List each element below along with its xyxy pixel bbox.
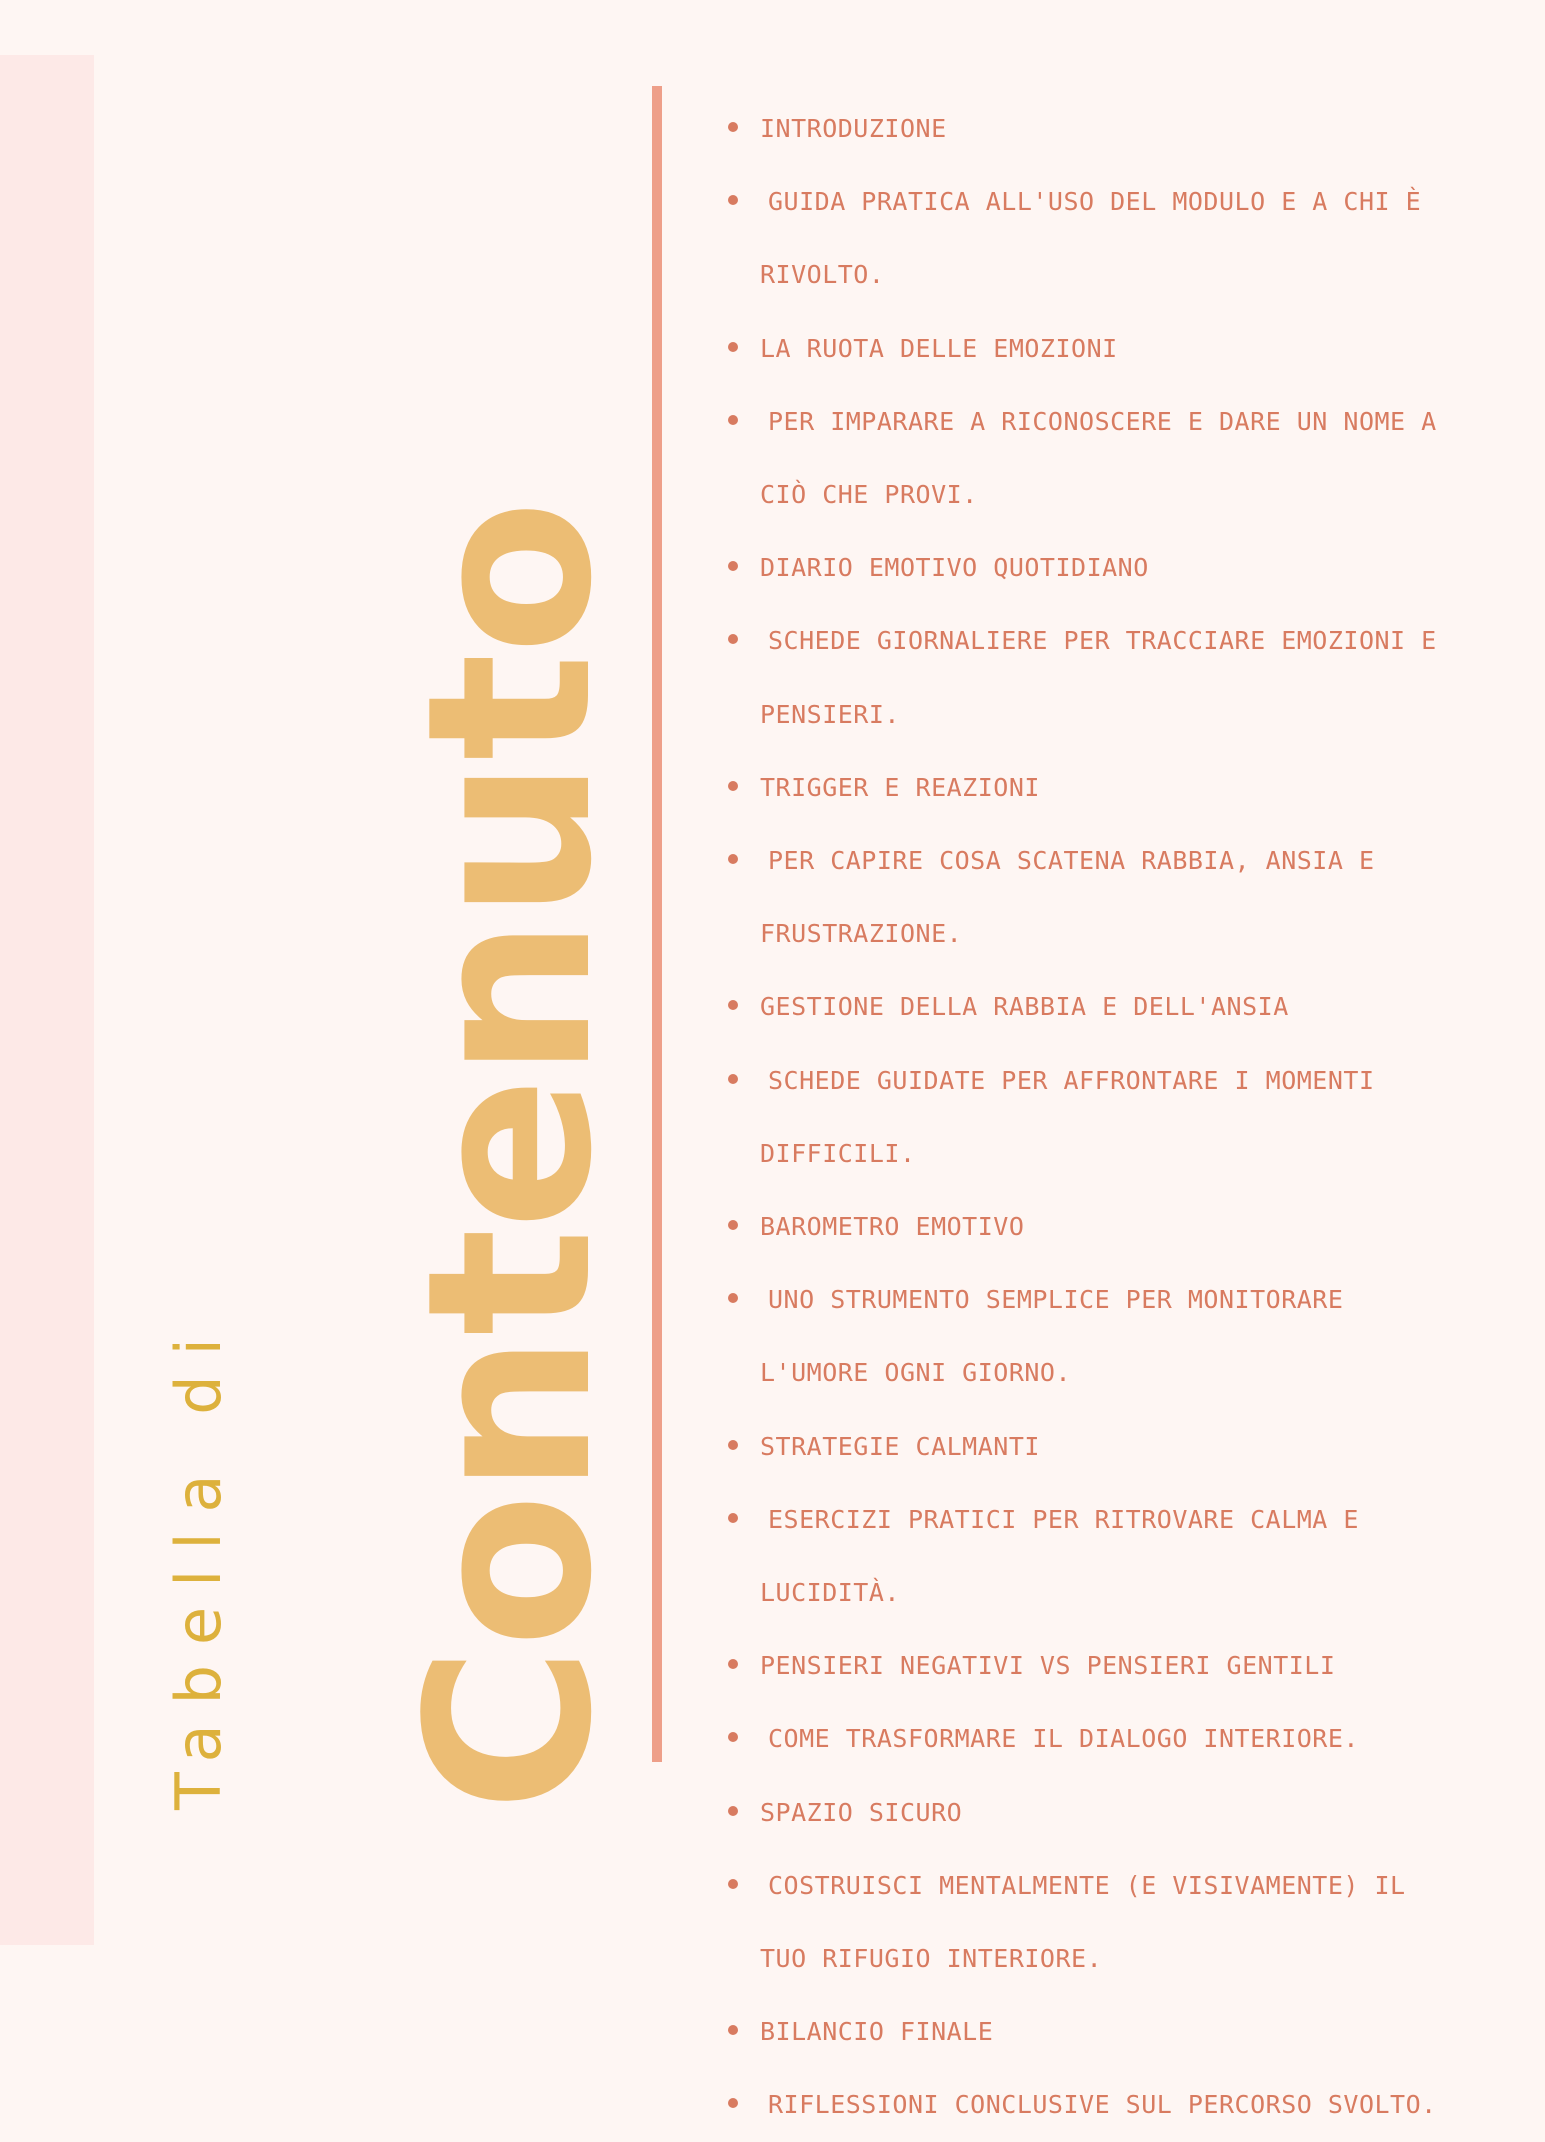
toc-item-text: GUIDA PRATICA ALL'USO DEL MODULO E A CHI È RIVOLTO. [760,187,1422,290]
side-panel [0,55,94,1945]
toc-item [700,312,1460,385]
bullet-icon [728,2025,738,2035]
toc-item-text: PER CAPIRE COSA SCATENA RABBIA, ANSIA E FRUSTRAZIONE. [760,846,1375,949]
bullet-icon [728,781,738,791]
toc-item-text: DIARIO EMOTIVO QUOTIDIANO [760,553,1149,583]
bullet-icon [728,1659,738,1669]
bullet-icon [728,1513,738,1523]
title-line-big: Contenuto [379,501,642,1812]
toc-item-text: GESTIONE DELLA RABBIA E DELL'ANSIA [760,992,1289,1022]
bullet-icon [728,2098,738,2108]
bullet-icon [728,1879,738,1889]
bullet-icon [728,1220,738,1230]
bullet-icon [728,415,738,425]
toc-item [700,970,1460,1043]
toc-item-text: LA RUOTA DELLE EMOZIONI [760,333,1118,363]
bullet-icon [728,561,738,571]
vertical-divider [652,86,662,1762]
toc-item [700,1776,1460,1849]
bullet-icon [728,1806,738,1816]
toc-item [700,2068,1460,2141]
toc-item [700,751,1460,824]
title-line-small: Tabella di [162,1318,235,1810]
bullet-icon [728,342,738,352]
bullet-icon [728,1074,738,1084]
toc-item-text: UNO STRUMENTO SEMPLICE PER MONITORARE L'UMORE OGNI GIORNO. [760,1285,1344,1388]
bullet-icon [728,634,738,644]
toc-item-text: PENSIERI NEGATIVI VS PENSIERI GENTILI [760,1651,1336,1681]
bullet-icon [728,854,738,864]
toc-item-text: COSTRUISCI MENTALMENTE (E VISIVAMENTE) IL TUO RIFUGIO INTERIORE. [760,1870,1406,1974]
bullet-icon [728,1000,738,1010]
bullet-icon [728,1732,738,1742]
toc-item [700,1410,1460,1483]
toc-item-text: RIFLESSIONI CONCLUSIVE SUL PERCORSO SVOLTO. [768,2090,1437,2120]
bullet-icon [728,122,738,132]
bullet-icon [728,1293,738,1303]
toc-item-text: ESERCIZI PRATICI PER RITROVARE CALMA E LUCIDITÀ. [760,1504,1359,1608]
toc-item [700,1263,1460,1409]
toc-item-text: INTRODUZIONE [760,114,947,143]
toc-item [700,531,1460,604]
toc-item [700,1995,1460,2068]
toc-item-text: SCHEDE GUIDATE PER AFFRONTARE I MOMENTI DIFFICILI. [760,1065,1375,1168]
toc-item-text: SCHEDE GIORNALIERE PER TRACCIARE EMOZIONI E PENSIERI. [760,626,1437,729]
toc-item [700,1483,1460,1629]
toc-item-text: BILANCIO FINALE [760,2017,994,2047]
toc-item-text: PER IMPARARE A RICONOSCERE E DARE UN NOME A CIÒ CHE PROVI. [760,406,1437,510]
toc-item [700,604,1460,750]
toc-item-text: BAROMETRO EMOTIVO [760,1212,1025,1242]
toc-item [700,165,1460,311]
table-of-contents-list [700,92,1460,2142]
toc-item [700,1702,1460,1775]
toc-item [700,824,1460,970]
toc-item-text: SPAZIO SICURO [760,1797,963,1827]
toc-item [700,385,1460,531]
toc-item [700,1190,1460,1263]
toc-item-text: TRIGGER E REAZIONI [760,772,1040,802]
toc-item-text: COME TRASFORMARE IL DIALOGO INTERIORE. [768,1724,1359,1754]
bullet-icon [728,1440,738,1450]
toc-item [700,92,1460,165]
bullet-icon [728,195,738,205]
toc-item [700,1849,1460,1995]
toc-item [700,1629,1460,1702]
toc-item-text: STRATEGIE CALMANTI [760,1431,1040,1461]
toc-item [700,1044,1460,1190]
